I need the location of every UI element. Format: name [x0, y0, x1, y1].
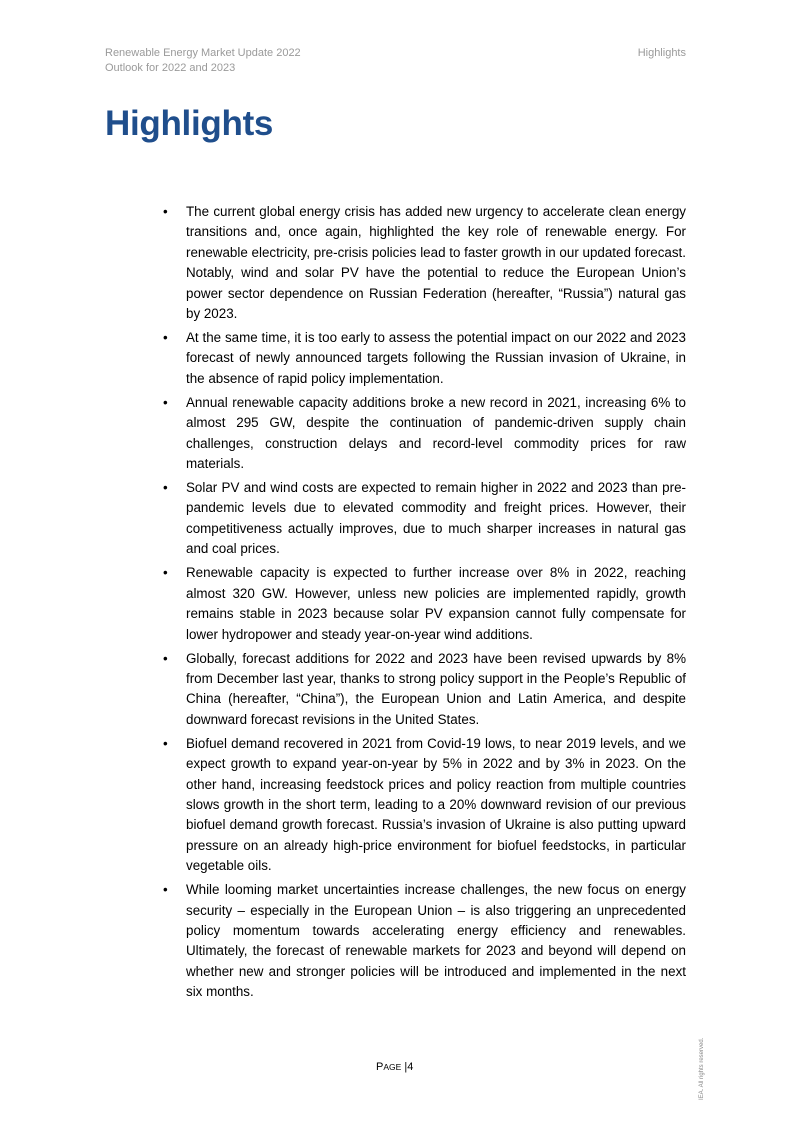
running-header-title	[105, 46, 301, 76]
bullet-text: Annual renewable capacity additions broke a new record in 2021, increasing 6% to almost 295 GW, despite the continuation of pandemic-driven supply chain challenges, construction delays and record-level commodity prices for raw materials.	[186, 394, 686, 472]
bullet-text: Globally, forecast additions for 2022 and 2023 have been revised upwards by 8% from December last year, thanks to strong policy support in the People’s Republic of China (hereafter, “China”), the European Union and Latin America, and despite downward forecast revisions in the United States.	[186, 650, 686, 727]
copyright-notice: IEA. All rights reserved.	[699, 1037, 705, 1100]
bullet-icon: •	[163, 735, 168, 751]
list-item	[163, 649, 686, 731]
running-header-section: Highlights	[637, 47, 686, 59]
bullet-icon: •	[163, 565, 168, 581]
list-item	[163, 880, 686, 1002]
bullet-text: Solar PV and wind costs are expected to remain higher in 2022 and 2023 than pre-pandemic levels due to elevated commodity and freight prices. However, their competitiveness actually improves, due to much sharper increases in natural gas and coal prices.	[186, 480, 686, 557]
bullet-text: Biofuel demand recovered in 2021 from Covid-19 lows, to near 2019 levels, and we expect growth to expand year-on-year by 5% in 2022 and by 3% in 2023. On the other hand, increasing feedstock prices and policy reaction from multiple countries slows growth in the short term, leading to a 20% downward revision of our previous biofuel demand growth forecast. Russia’s invasion of Ukraine is also putting upward pressure on an already high-price environment for biofuel feedstocks, in particular vegetable oils.	[186, 735, 686, 874]
list-item	[163, 393, 686, 475]
page-separator: |	[404, 1061, 408, 1073]
bullet-text: The current global energy crisis has added new urgency to accelerate clean energy transitions and, once again, highlighted the key role of renewable energy. For renewable electricity, pre-crisis policies lead to faster growth in our updated forecast. Notably, wind and solar PV have the potential to reduce the European Union’s power sector dependence on Russian Federation (hereafter, “Russia”) natural gas by 2023.	[186, 204, 686, 322]
bullet-icon: •	[163, 330, 168, 346]
page-title: Highlights	[105, 104, 274, 143]
bullet-icon: •	[163, 480, 168, 496]
page-number-footer	[376, 1061, 413, 1073]
list-item	[163, 734, 686, 877]
page-label-rest: AGE	[383, 1062, 402, 1072]
report-title: Renewable Energy Market Update 2022	[105, 47, 301, 59]
list-item	[163, 328, 686, 389]
list-item	[163, 478, 686, 560]
highlights-list	[163, 202, 686, 1006]
bullet-icon: •	[163, 394, 168, 410]
page-label-first: P	[376, 1061, 384, 1073]
list-item	[163, 202, 686, 324]
bullet-text: Renewable capacity is expected to further increase over 8% in 2022, reaching almost 320 GW. However, unless new policies are implemented rapidly, growth remains stable in 2023 because solar PV expansion cannot fully compensate for lower hydropower and steady year-on-year wind additions.	[186, 565, 686, 642]
list-item	[163, 563, 686, 645]
bullet-icon: •	[163, 204, 168, 219]
bullet-icon: •	[163, 650, 168, 666]
report-subtitle: Outlook for 2022 and 2023	[105, 62, 236, 74]
page-number: 4	[407, 1061, 414, 1073]
bullet-icon: •	[163, 882, 168, 898]
bullet-text: At the same time, it is too early to assess the potential impact on our 2022 and 2023 forecast of newly announced targets following the Russian invasion of Ukraine, in the absence of rapid policy implementation.	[186, 330, 686, 386]
bullet-text: While looming market uncertainties increase challenges, the new focus on energy security – especially in the European Union – is also triggering an unprecedented policy momentum towards accelerating energy efficiency and renewables. Ultimately, the forecast of renewable markets for 2023 and beyond will depend on whether new and stronger policies will be introduced and implemented in the next six months.	[186, 882, 686, 1000]
